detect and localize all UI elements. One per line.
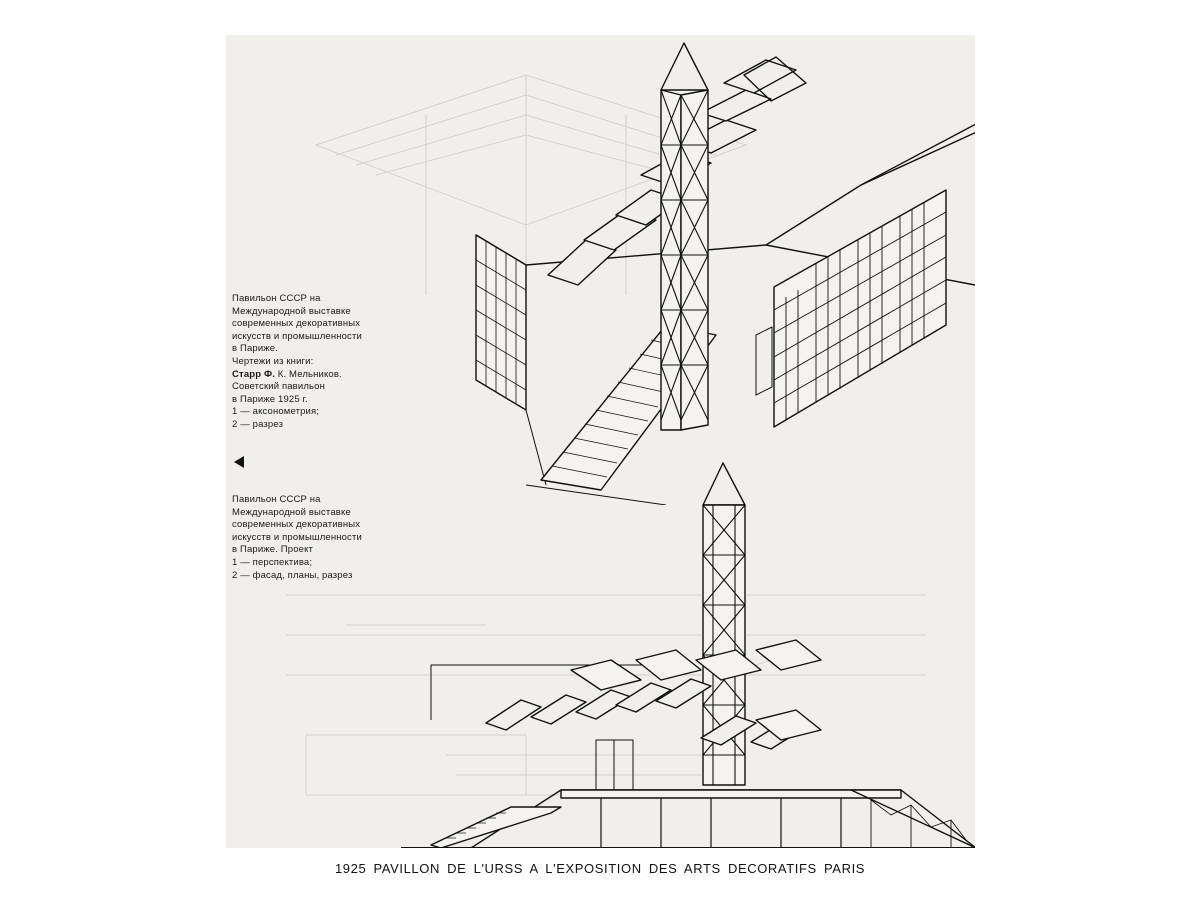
caption-line: Международной выставке bbox=[232, 506, 351, 518]
caption-line: Советский павильон bbox=[232, 381, 325, 393]
caption-line: 1 — аксонометрия; bbox=[232, 406, 320, 418]
caption-project bbox=[232, 494, 362, 582]
caption-author-line bbox=[232, 369, 362, 382]
author-name: Старр Ф. bbox=[232, 368, 275, 380]
book-page-scan bbox=[226, 35, 975, 848]
caption-line: Чертежи из книги: bbox=[232, 355, 314, 367]
author-rest: К. Мельников. bbox=[275, 368, 342, 380]
caption-line: современных декоративных bbox=[232, 519, 361, 531]
caption-line: 2 — разрез bbox=[232, 418, 284, 430]
caption-line: Международной выставке bbox=[232, 305, 351, 317]
caption-line: современных декоративных bbox=[232, 318, 361, 330]
slide-caption: 1925 PAVILLON DE L'URSS A L'EXPOSITION DES ARTS DECORATIFS PARIS bbox=[334, 861, 866, 876]
caption-line: Павильон СССР на bbox=[232, 293, 321, 304]
caption-line: Павильон СССР на bbox=[232, 494, 321, 505]
caption-line: 2 — фасад, планы, разрез bbox=[232, 569, 353, 581]
caption-line: искусств и промышленности bbox=[232, 531, 362, 543]
caption-line: 1 — перспектива; bbox=[232, 556, 313, 568]
caption-axonometry bbox=[232, 293, 362, 432]
left-triangle-icon bbox=[232, 454, 248, 470]
caption-line: в Париже. Проект bbox=[232, 544, 313, 556]
section-drawing bbox=[401, 455, 975, 848]
axonometric-drawing bbox=[466, 35, 975, 505]
caption-line: искусств и промышленности bbox=[232, 330, 362, 342]
caption-line: в Париже. bbox=[232, 343, 279, 355]
caption-line: в Париже 1925 г. bbox=[232, 393, 308, 405]
